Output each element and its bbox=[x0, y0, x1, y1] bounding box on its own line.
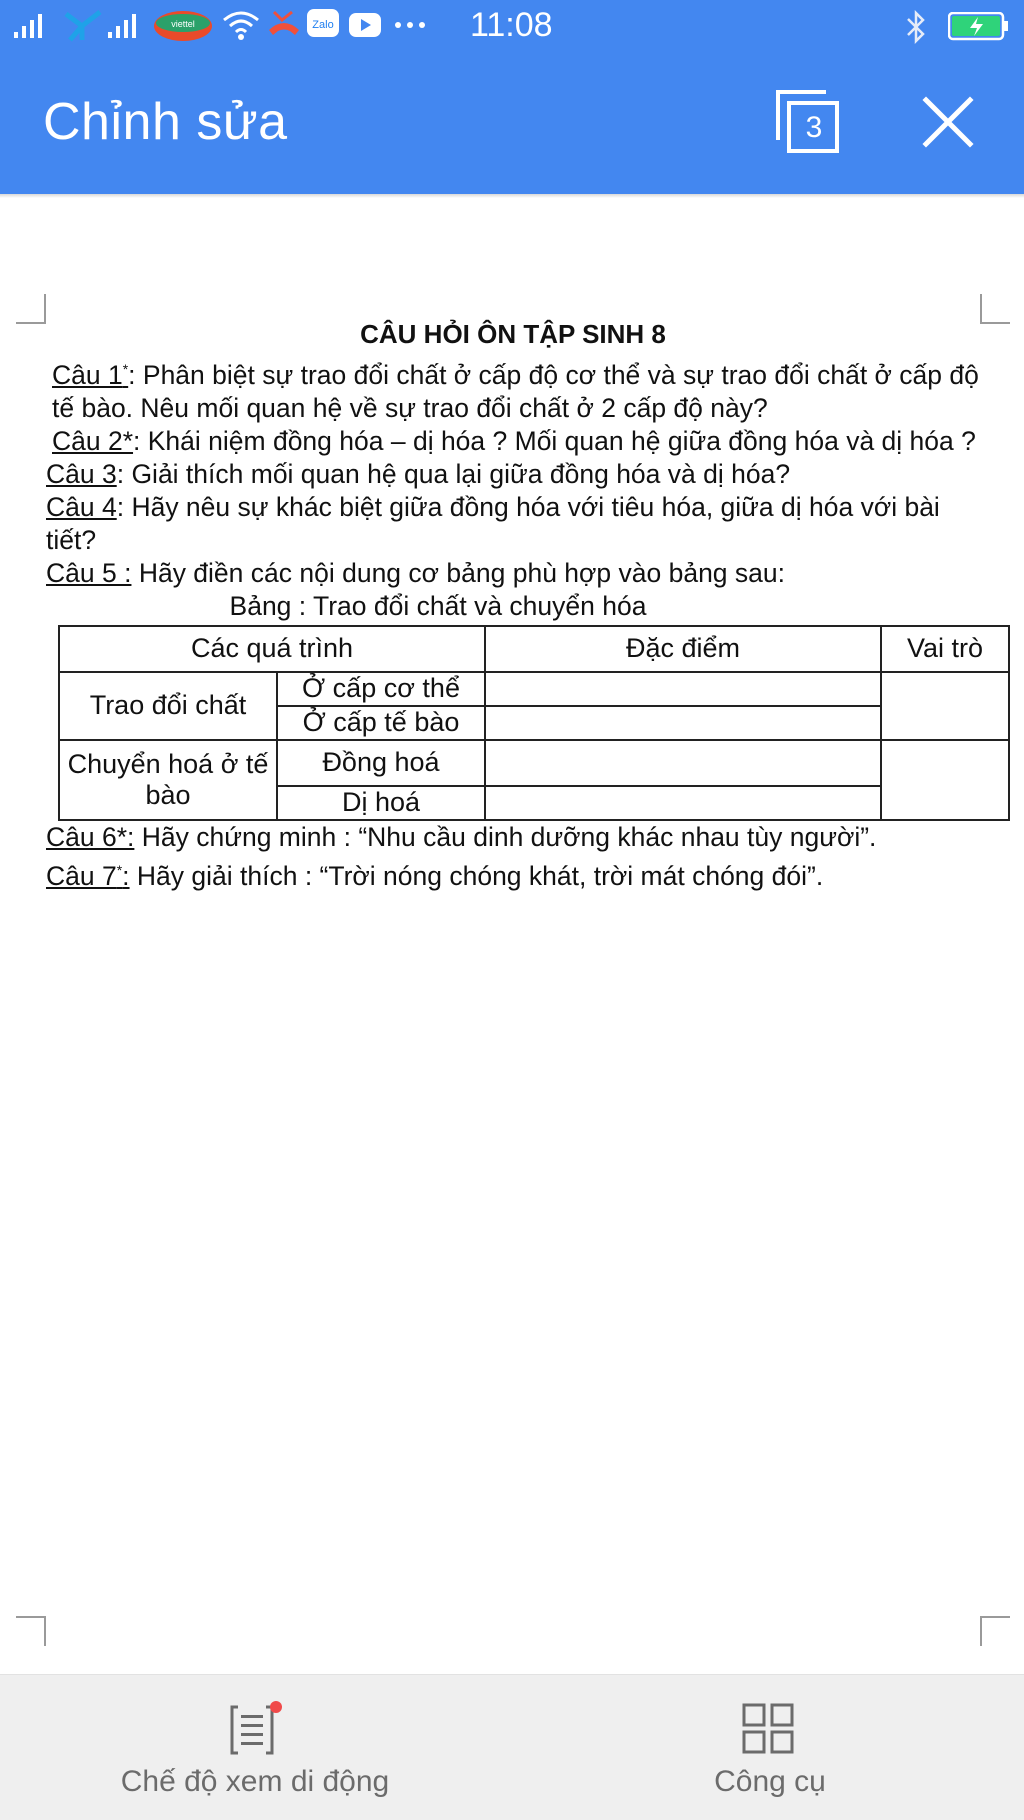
app-bar bbox=[0, 54, 1024, 194]
question-text: : Hãy nêu sự khác biệt giữa đồng hóa với tiêu hóa, giữa dị hóa với bài tiết? bbox=[46, 491, 940, 555]
document-page[interactable] bbox=[0, 198, 1024, 1674]
tools-label: Công cụ bbox=[714, 1765, 826, 1798]
table-empty-cell bbox=[485, 672, 881, 706]
network-icon bbox=[62, 10, 106, 42]
battery-charging-icon bbox=[948, 12, 1010, 42]
question-text: Hãy giải thích : “Trời nóng chóng khát, trời mát chóng đói”. bbox=[129, 860, 824, 891]
table-group-cell: Trao đổi chất bbox=[59, 672, 277, 740]
document-content bbox=[46, 318, 984, 893]
table-header-cell: Vai trò bbox=[881, 626, 1009, 672]
question-4 bbox=[46, 491, 980, 557]
question-5 bbox=[46, 557, 980, 590]
metabolism-table bbox=[58, 625, 1010, 821]
question-7 bbox=[46, 854, 980, 893]
table-empty-cell bbox=[485, 786, 881, 820]
signal-icon bbox=[14, 10, 52, 40]
table-header-cell: Đặc điểm bbox=[485, 626, 881, 672]
page-corner-mark bbox=[16, 294, 46, 324]
signal-icon bbox=[108, 10, 148, 40]
table-cell: Dị hoá bbox=[277, 786, 485, 820]
page-corner-mark bbox=[980, 1616, 1010, 1646]
table-empty-cell bbox=[485, 706, 881, 740]
page-corner-mark bbox=[980, 294, 1010, 324]
tools-button[interactable] bbox=[690, 1675, 850, 1820]
missed-call-icon bbox=[266, 10, 302, 40]
question-text: Hãy điền các nội dung cơ bảng phù hợp vào bảng sau: bbox=[131, 557, 785, 588]
status-time: 11:08 bbox=[470, 6, 553, 44]
wifi-icon bbox=[222, 10, 260, 42]
app-title: Chỉnh sửa bbox=[43, 93, 288, 151]
carrier-logo bbox=[152, 8, 214, 44]
table-row bbox=[59, 672, 1009, 706]
question-label: Câu 4 bbox=[46, 491, 117, 522]
table-cell: Ở cấp cơ thể bbox=[277, 672, 485, 706]
page-count: 3 bbox=[805, 111, 823, 144]
question-text: : Khái niệm đồng hóa – dị hóa ? Mối quan hệ giữa đồng hóa và dị hóa ? bbox=[133, 425, 976, 456]
page-corner-mark bbox=[16, 1616, 46, 1646]
table-cell: Đồng hoá bbox=[277, 740, 485, 786]
table-row bbox=[59, 740, 1009, 786]
close-icon bbox=[918, 92, 978, 152]
question-label: Câu 5 : bbox=[46, 557, 132, 588]
mobile-view-label: Chế độ xem di động bbox=[120, 1765, 390, 1798]
bluetooth-icon bbox=[904, 10, 928, 44]
question-label: Câu 7*: bbox=[46, 860, 130, 891]
question-1 bbox=[46, 353, 980, 425]
status-bar bbox=[0, 0, 1024, 54]
mobile-view-button[interactable] bbox=[110, 1675, 400, 1820]
youtube-icon bbox=[348, 10, 384, 40]
document-title: CÂU HỎI ÔN TẬP SINH 8 bbox=[360, 319, 666, 349]
table-cell: Ở cấp tế bào bbox=[277, 706, 485, 740]
table-caption: Bảng : Trao đổi chất và chuyển hóa bbox=[229, 590, 647, 621]
question-2 bbox=[46, 425, 980, 458]
notification-dot bbox=[270, 1701, 282, 1713]
carrier-text: viettel bbox=[171, 19, 195, 29]
zalo-text: Zalo bbox=[312, 19, 334, 31]
question-text: Hãy chứng minh : “Nhu cầu dinh dưỡng khác nhau tùy người”. bbox=[134, 821, 877, 852]
question-label: Câu 3 bbox=[46, 458, 117, 489]
question-text: : Giải thích mối quan hệ qua lại giữa đồng hóa và dị hóa? bbox=[116, 458, 791, 489]
question-label: Câu 6*: bbox=[46, 821, 135, 852]
table-header-cell: Các quá trình bbox=[59, 626, 485, 672]
question-label: Câu 2* bbox=[52, 425, 134, 456]
zalo-icon bbox=[306, 8, 342, 42]
mobile-view-icon bbox=[228, 1699, 288, 1759]
more-icon bbox=[394, 20, 428, 30]
table-group-cell: Chuyển hoá ở tế bào bbox=[59, 740, 277, 820]
table-header-row bbox=[59, 626, 1009, 672]
close-button[interactable] bbox=[918, 92, 978, 152]
question-text: : Phân biệt sự trao đổi chất ở cấp độ cơ thể và sự trao đổi chất ở cấp độ tế bào. Nêu mối quan hệ về sự trao đổi chất ở 2 cấp độ này? bbox=[52, 359, 979, 423]
table-empty-cell bbox=[881, 740, 1009, 820]
question-label: Câu 1* bbox=[52, 359, 129, 390]
table-empty-cell bbox=[485, 740, 881, 786]
tools-grid-icon bbox=[740, 1699, 800, 1759]
question-6 bbox=[46, 821, 980, 854]
pages-button[interactable] bbox=[776, 90, 840, 154]
question-3 bbox=[46, 458, 980, 491]
table-empty-cell bbox=[881, 672, 1009, 740]
bottom-toolbar bbox=[0, 1674, 1024, 1820]
